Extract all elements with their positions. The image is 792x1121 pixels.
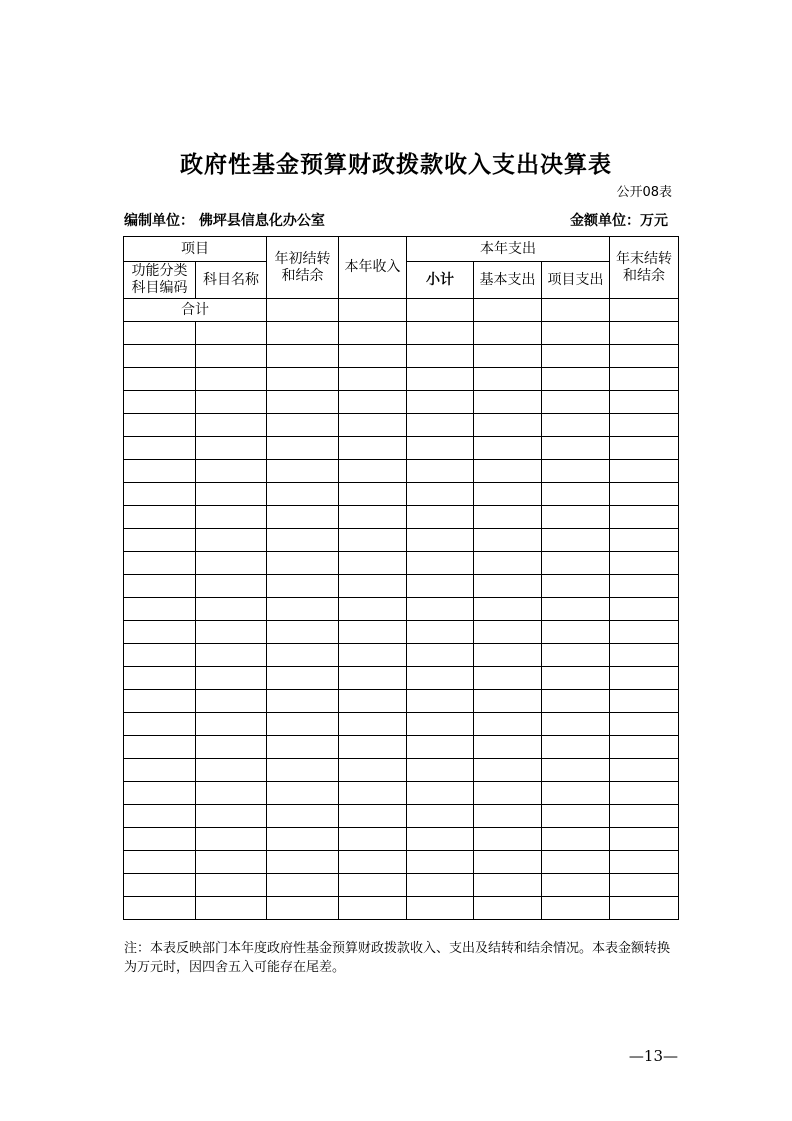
table-cell	[610, 736, 679, 759]
table-cell	[610, 483, 679, 506]
table-cell	[407, 759, 474, 782]
table-cell	[196, 874, 267, 897]
table-cell	[196, 575, 267, 598]
table-cell	[339, 644, 407, 667]
table-row	[124, 506, 679, 529]
table-cell	[474, 483, 542, 506]
table-cell	[542, 391, 610, 414]
table-row	[124, 667, 679, 690]
table-cell	[267, 690, 339, 713]
table-row	[124, 322, 679, 345]
table-cell	[407, 483, 474, 506]
table-row	[124, 644, 679, 667]
table-cell	[407, 713, 474, 736]
table-row	[124, 621, 679, 644]
table-cell	[542, 345, 610, 368]
table-cell	[542, 437, 610, 460]
table-cell	[339, 736, 407, 759]
table-cell	[407, 322, 474, 345]
table-cell	[339, 529, 407, 552]
table-cell	[542, 690, 610, 713]
table-row	[124, 391, 679, 414]
table-cell	[124, 575, 196, 598]
table-cell	[610, 759, 679, 782]
table-cell	[610, 897, 679, 920]
table-cell	[542, 782, 610, 805]
table-cell	[407, 391, 474, 414]
table-cell	[339, 506, 407, 529]
table-cell	[610, 460, 679, 483]
table-cell	[474, 460, 542, 483]
page-title: 政府性基金预算财政拨款收入支出决算表	[180, 152, 612, 178]
table-cell	[196, 667, 267, 690]
table-cell	[474, 621, 542, 644]
table-cell	[542, 713, 610, 736]
table-cell	[124, 460, 196, 483]
table-cell	[474, 506, 542, 529]
table-cell	[610, 598, 679, 621]
table-row	[124, 345, 679, 368]
header-income: 本年收入	[339, 237, 407, 299]
table-cell	[339, 897, 407, 920]
table-cell	[124, 713, 196, 736]
page-number: —13—	[628, 1047, 678, 1065]
table-row	[124, 874, 679, 897]
table-cell	[610, 690, 679, 713]
table-cell	[542, 506, 610, 529]
table-cell	[474, 851, 542, 874]
table-cell	[610, 506, 679, 529]
table-cell	[407, 736, 474, 759]
table-cell	[124, 782, 196, 805]
table-cell	[124, 529, 196, 552]
table-cell	[339, 598, 407, 621]
form-code: 公开08表	[616, 185, 672, 200]
header-item: 项目	[124, 237, 267, 262]
table-cell	[196, 897, 267, 920]
table-cell	[267, 529, 339, 552]
table-cell	[339, 874, 407, 897]
table-cell	[267, 621, 339, 644]
table-cell	[407, 805, 474, 828]
table-cell	[124, 391, 196, 414]
table-cell	[196, 782, 267, 805]
table-cell	[267, 736, 339, 759]
table-cell	[407, 667, 474, 690]
table-cell	[610, 851, 679, 874]
table-row	[124, 897, 679, 920]
table-cell	[339, 621, 407, 644]
table-cell	[124, 828, 196, 851]
table-cell	[339, 299, 407, 322]
table-cell	[542, 828, 610, 851]
table-cell	[407, 552, 474, 575]
table-cell	[124, 483, 196, 506]
table-cell	[196, 345, 267, 368]
table-cell	[542, 529, 610, 552]
table-cell	[542, 621, 610, 644]
table-cell	[267, 552, 339, 575]
table-row	[124, 598, 679, 621]
footnote: 注：本表反映部门本年度政府性基金预算财政拨款收入、支出及结转和结余情况。本表金额转换为万元时，因四舍五入可能存在尾差。	[124, 941, 671, 975]
table-cell	[542, 299, 610, 322]
table-cell	[542, 644, 610, 667]
table-cell	[542, 667, 610, 690]
table-cell	[267, 368, 339, 391]
table-cell	[474, 529, 542, 552]
table-cell	[407, 575, 474, 598]
table-cell	[339, 552, 407, 575]
table-cell	[474, 828, 542, 851]
table-cell	[474, 897, 542, 920]
table-cell	[407, 414, 474, 437]
table-cell	[267, 598, 339, 621]
table-cell	[610, 345, 679, 368]
table-cell	[339, 805, 407, 828]
table-cell	[196, 483, 267, 506]
table-cell	[196, 828, 267, 851]
table-cell	[339, 483, 407, 506]
table-row	[124, 368, 679, 391]
table-cell	[610, 368, 679, 391]
table-cell	[542, 368, 610, 391]
table-cell	[610, 529, 679, 552]
table-cell	[542, 322, 610, 345]
table-cell	[196, 506, 267, 529]
table-cell	[339, 391, 407, 414]
table-cell	[407, 506, 474, 529]
table-cell	[124, 644, 196, 667]
table-cell	[474, 414, 542, 437]
table-cell	[267, 713, 339, 736]
header-subtotal: 小计	[407, 262, 474, 299]
table-cell	[196, 322, 267, 345]
table-cell	[474, 644, 542, 667]
table-cell	[407, 851, 474, 874]
table-cell	[474, 575, 542, 598]
table-row	[124, 805, 679, 828]
table-cell	[407, 460, 474, 483]
header-expense: 本年支出	[407, 237, 610, 262]
table-cell	[407, 828, 474, 851]
header-func-code: 功能分类 科目编码	[124, 262, 196, 299]
table-row	[124, 690, 679, 713]
table-cell	[267, 322, 339, 345]
table-cell	[407, 368, 474, 391]
table-cell	[610, 299, 679, 322]
table-cell	[542, 414, 610, 437]
table-cell	[196, 552, 267, 575]
table-cell	[474, 391, 542, 414]
table-cell	[339, 713, 407, 736]
table-cell	[474, 736, 542, 759]
table-cell	[407, 529, 474, 552]
table-cell	[267, 874, 339, 897]
table-cell	[267, 667, 339, 690]
budget-table	[123, 236, 679, 920]
table-cell	[339, 368, 407, 391]
table-cell	[267, 299, 339, 322]
table-cell	[407, 299, 474, 322]
table-cell	[267, 759, 339, 782]
table-cell	[610, 667, 679, 690]
header-begin-balance: 年初结转 和结余	[267, 237, 339, 299]
table-cell	[542, 575, 610, 598]
table-cell	[407, 690, 474, 713]
table-cell	[610, 621, 679, 644]
table-row	[124, 529, 679, 552]
table-cell	[610, 828, 679, 851]
table-cell	[196, 805, 267, 828]
table-cell	[407, 345, 474, 368]
table-cell	[407, 644, 474, 667]
table-row	[124, 575, 679, 598]
table-cell	[196, 368, 267, 391]
table-cell	[124, 552, 196, 575]
table-cell	[196, 529, 267, 552]
table-cell	[474, 299, 542, 322]
table-cell	[196, 736, 267, 759]
table-cell	[610, 437, 679, 460]
table-cell	[339, 851, 407, 874]
table-row	[124, 736, 679, 759]
table-row	[124, 828, 679, 851]
table-cell	[196, 460, 267, 483]
table-row	[124, 552, 679, 575]
table-cell	[474, 667, 542, 690]
table-cell	[474, 345, 542, 368]
table-cell	[267, 782, 339, 805]
table-cell	[542, 483, 610, 506]
table-cell	[196, 391, 267, 414]
table-cell	[407, 874, 474, 897]
table-cell	[339, 414, 407, 437]
table-cell	[267, 460, 339, 483]
table-cell	[124, 414, 196, 437]
table-cell	[542, 736, 610, 759]
table-cell	[124, 759, 196, 782]
table-cell	[610, 414, 679, 437]
table-cell	[610, 552, 679, 575]
table-row	[124, 759, 679, 782]
table-cell	[474, 759, 542, 782]
table-cell	[474, 552, 542, 575]
table-cell	[474, 690, 542, 713]
table-cell	[124, 437, 196, 460]
amount-unit: 金额单位：万元	[570, 213, 668, 229]
table-cell	[474, 598, 542, 621]
table-cell	[407, 782, 474, 805]
table-cell	[610, 391, 679, 414]
table-cell	[339, 690, 407, 713]
table-cell	[124, 805, 196, 828]
table-cell	[542, 552, 610, 575]
table-cell	[610, 322, 679, 345]
table-row	[124, 460, 679, 483]
table-cell	[267, 483, 339, 506]
table-cell	[542, 598, 610, 621]
table-cell	[124, 322, 196, 345]
table-cell	[267, 644, 339, 667]
header-basic-expense: 基本支出	[474, 262, 542, 299]
table-cell	[407, 621, 474, 644]
table-cell	[339, 460, 407, 483]
table-cell	[474, 782, 542, 805]
table-cell	[407, 437, 474, 460]
header-end-balance: 年末结转 和结余	[610, 237, 679, 299]
table-cell	[542, 759, 610, 782]
table-cell	[124, 667, 196, 690]
table-row	[124, 851, 679, 874]
table-cell	[407, 897, 474, 920]
table-cell	[610, 644, 679, 667]
table-cell	[196, 437, 267, 460]
table-cell	[267, 391, 339, 414]
prepared-by: 编制单位： 佛坪县信息化办公室	[124, 213, 325, 229]
table-cell	[267, 437, 339, 460]
table-cell	[474, 437, 542, 460]
table-cell	[474, 805, 542, 828]
table-cell	[196, 713, 267, 736]
table-cell	[339, 345, 407, 368]
table-cell	[474, 713, 542, 736]
table-cell	[124, 345, 196, 368]
table-cell	[267, 851, 339, 874]
table-cell	[196, 644, 267, 667]
table-cell	[610, 782, 679, 805]
table-cell	[124, 690, 196, 713]
table-row	[124, 414, 679, 437]
table-cell	[339, 322, 407, 345]
table-cell	[196, 414, 267, 437]
table-cell	[196, 690, 267, 713]
table-cell	[196, 851, 267, 874]
header-project-expense: 项目支出	[542, 262, 610, 299]
table-cell	[339, 828, 407, 851]
table-cell	[267, 414, 339, 437]
table-cell	[542, 851, 610, 874]
table-cell	[124, 368, 196, 391]
table-cell	[339, 667, 407, 690]
table-cell	[124, 621, 196, 644]
table-row	[124, 437, 679, 460]
table-cell	[610, 874, 679, 897]
table-cell	[196, 759, 267, 782]
table-cell	[267, 805, 339, 828]
table-cell	[542, 805, 610, 828]
table-cell	[474, 322, 542, 345]
header-subject-name: 科目名称	[196, 262, 267, 299]
table-cell	[267, 897, 339, 920]
table-cell	[339, 437, 407, 460]
table-cell	[610, 805, 679, 828]
table-row	[124, 483, 679, 506]
total-label: 合计	[124, 299, 267, 322]
table-cell	[124, 506, 196, 529]
total-row	[124, 299, 679, 322]
table-cell	[339, 782, 407, 805]
table-cell	[339, 575, 407, 598]
table-cell	[474, 874, 542, 897]
table-cell	[339, 759, 407, 782]
table-cell	[474, 368, 542, 391]
table-cell	[196, 621, 267, 644]
table-cell	[542, 897, 610, 920]
table-row	[124, 713, 679, 736]
table-cell	[124, 874, 196, 897]
table-cell	[610, 575, 679, 598]
table-cell	[267, 506, 339, 529]
table-cell	[267, 345, 339, 368]
table-cell	[542, 874, 610, 897]
table-cell	[542, 460, 610, 483]
table-cell	[124, 598, 196, 621]
table-cell	[267, 575, 339, 598]
table-cell	[124, 736, 196, 759]
table-cell	[610, 713, 679, 736]
table-cell	[196, 598, 267, 621]
table-cell	[124, 851, 196, 874]
table-cell	[124, 897, 196, 920]
table-row	[124, 782, 679, 805]
table-cell	[407, 598, 474, 621]
table-cell	[267, 828, 339, 851]
